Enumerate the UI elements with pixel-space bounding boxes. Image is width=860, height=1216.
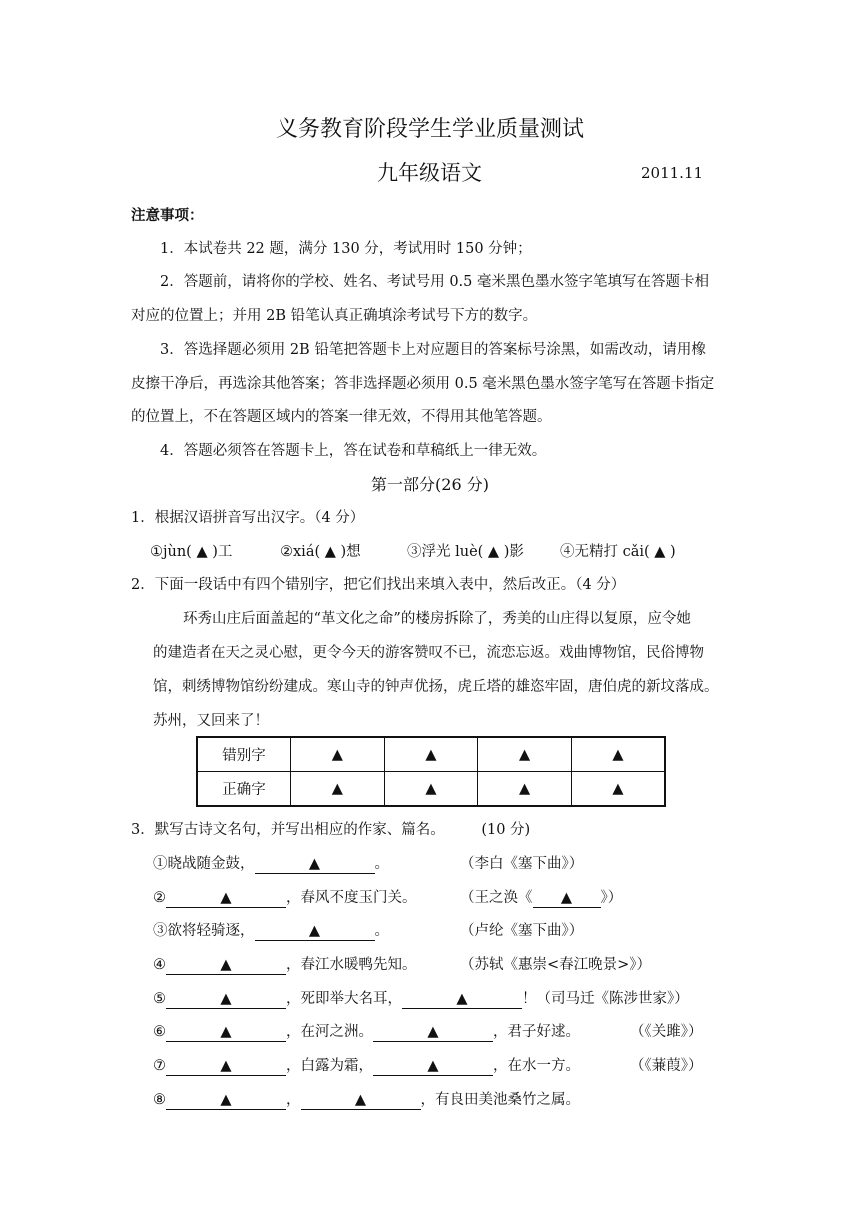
fill-blank[interactable]: ▲ [166,890,286,908]
q1-options [150,540,710,560]
notice-item-2b: 对应的位置上；并用 2B 铅笔认真正确填涂考试号下方的数字。 [131,308,538,324]
notice-item-1: 1．本试卷共 22 题，满分 130 分，考试用时 150 分钟； [160,241,532,257]
q2-para-line-4: 苏州，又回来了！ [153,713,269,729]
q3-item-7-source: （《蒹葭》） [630,1058,703,1074]
part1-heading: 第一部分(26 分) [371,475,489,494]
q3-item-3: ③欲将轻骑逐， ▲ 。 （卢纶《塞下曲》） [153,919,753,939]
table-row [197,737,665,772]
q3-item-8: ⑧ ▲ ， ▲ ，有良田美池桑竹之属。 [153,1092,580,1108]
notice-item-3c: 的位置上，不在答题区域内的答案一律无效，不得用其他笔答题。 [131,409,552,425]
notice-title: 注意事项： [131,207,204,224]
q3-item-1: ①晓战随金鼓， ▲ 。 （李白《塞下曲》） [153,852,753,872]
fill-blank[interactable]: ▲ [166,1092,286,1110]
fill-blank[interactable]: ▲ [255,856,375,874]
answer-cell[interactable]: ▲ [291,772,385,807]
table-label-correct: 正确字 [197,772,291,807]
fill-blank[interactable]: ▲ [166,1024,286,1042]
answer-cell[interactable]: ▲ [384,772,478,807]
fill-blank[interactable]: ▲ [533,890,601,908]
notice-item-3b: 皮擦干净后，再选涂其他答案；答非选择题必须用 0.5 毫米黑色墨水签字笔写在答题卡指定 [131,376,715,392]
q2-para-line-3: 馆，刺绣博物馆纷纷建成。寒山寺的钟声优扬，虎丘塔的雄恣牢固，唐伯虎的新坟落成。 [153,679,719,695]
q3-score: (10 分) [481,822,531,838]
q1-option-3: ③浮光 luè( ▲ )影 [407,544,524,560]
q1-stem: 1．根据汉语拼音写出汉字。（4 分） [131,510,365,526]
q2-answer-table [196,736,666,807]
notice-item-2a: 2．答题前，请将你的学校、姓名、考试号用 0.5 毫米黑色墨水签字笔填写在答题卡相 [160,274,710,290]
notice-item-3a: 3．答选择题必须用 2B 铅笔把答题卡上对应题目的答案标号涂黑，如需改动，请用橡 [160,342,706,358]
q3-item-2-source: （王之涣《 ▲ 》） [460,890,623,906]
answer-cell[interactable]: ▲ [571,772,665,807]
q3-item-6-source: （《关雎》） [630,1024,703,1040]
fill-blank[interactable]: ▲ [166,991,286,1009]
q1-option-4: ④无精打 cǎi( ▲ ) [560,544,676,560]
answer-cell[interactable]: ▲ [291,737,385,772]
fill-blank[interactable]: ▲ [402,991,522,1009]
fill-blank[interactable]: ▲ [166,1058,286,1076]
q3-item-2: ② ▲ ，春风不度玉门关。 （王之涣《 ▲ 》） [153,886,753,906]
exam-title: 义务教育阶段学生学业质量测试 [275,117,584,142]
notice-item-4: 4．答题必须答在答题卡上，答在试卷和草稿纸上一律无效。 [160,443,547,459]
answer-cell[interactable]: ▲ [478,772,572,807]
fill-blank[interactable]: ▲ [373,1058,493,1076]
fill-blank[interactable]: ▲ [373,1024,493,1042]
q3-item-4-source: （苏轼《惠崇<春江晚景>》） [460,957,652,973]
q3-item-6: ⑥ ▲ ，在河之洲。 ▲ ，君子好逑。 （《关雎》） [153,1020,773,1040]
fill-blank[interactable]: ▲ [301,1092,421,1110]
q3-item-3-source: （卢纶《塞下曲》） [460,923,584,939]
q3-stem [131,818,530,839]
answer-cell[interactable]: ▲ [384,737,478,772]
q1-option-1: ①jùn( ▲ )工 [150,544,233,560]
q2-para-line-1: 环秀山庄后面盖起的“革文化之命”的楼房拆除了，秀美的山庄得以复原，应令她 [183,611,691,627]
q3-stem-text: 3．默写古诗文名句，并写出相应的作家、篇名。 [131,822,445,838]
q3-item-4: ④ ▲ ，春江水暖鸭先知。 （苏轼《惠崇<春江晚景>》） [153,953,753,973]
q2-para-line-2: 的建造者在天之灵心慰，更令今天的游客赞叹不已，流恋忘返。戏曲博物馆，民俗博物 [153,645,704,661]
answer-cell[interactable]: ▲ [478,737,572,772]
exam-date: 2011.11 [641,164,704,182]
q3-item-7: ⑦ ▲ ，白露为霜， ▲ ，在水一方。 （《蒹葭》） [153,1054,773,1074]
q3-item-5: ⑤ ▲ ，死即举大名耳， ▲ ！（司马迁《陈涉世家》） [153,991,689,1007]
exam-subtitle: 九年级语文 [377,161,482,185]
table-label-wrong: 错别字 [197,737,291,772]
answer-cell[interactable]: ▲ [571,737,665,772]
table-row [197,772,665,807]
q1-option-2: ②xiá( ▲ )想 [280,544,361,560]
fill-blank[interactable]: ▲ [166,957,286,975]
fill-blank[interactable]: ▲ [255,923,375,941]
q3-item-1-source: （李白《塞下曲》） [460,856,584,872]
q2-stem: 2．下面一段话中有四个错别字，把它们找出来填入表中，然后改正。（4 分） [131,577,626,593]
